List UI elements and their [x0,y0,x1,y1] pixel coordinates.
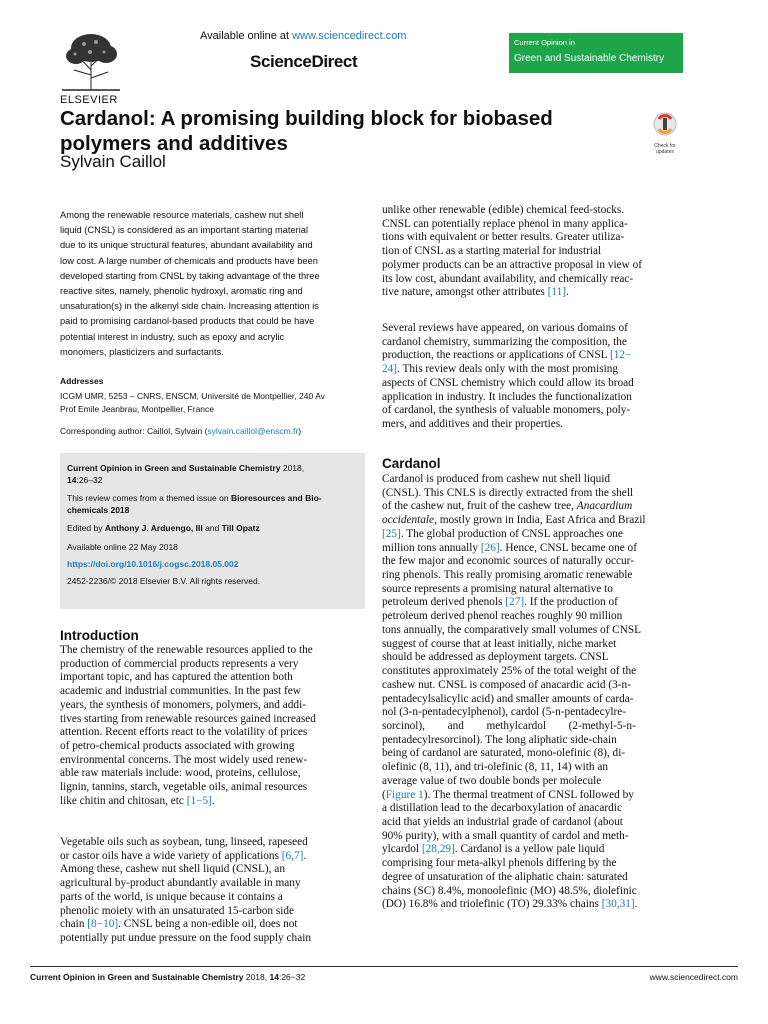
citation-link[interactable]: [6,7] [281,849,304,862]
address-text: ICGM UMR, 5253 – CNRS, ENSCM, Université de Montpellier, 240 Av Prof Emile Jeanbrau, Montpellier, France [60,391,325,414]
citation-link[interactable]: [12− [609,349,632,362]
journal-banner-name: Green and Sustainable Chemistry [514,53,665,64]
publisher-name: ELSEVIER [60,94,118,106]
cardanol-heading: Cardanol [382,456,441,471]
sciencedirect-wordmark: ScienceDirect [250,52,358,71]
addresses-heading: Addresses [60,376,104,386]
available-date: Available online 22 May 2018 [67,542,178,552]
citation-link[interactable]: [11] [547,286,567,299]
journal-banner [509,33,683,73]
cardanol-paragraph: Cardanol is produced from cashew nut shell liquid (CNSL). This CNLS is directly extracted from the shell of the cashew nut, fruit of the cashew tree, Anacardium occidentale, mostly grown in India, East Africa and Brazil [25]. The global production of CNSL approaches one million tons annually [26]. Hence, CNSL became one of the few major and economic sources of naturally occur- ring phenols. This really promising aromatic renewable source represents a promising natural alternative to petroleum derived phenols [27]. If the production of petroleum derived phenol reaches roughly 90 million tons annually, the comparatively small volumes of CNSL suggest of course that at least initially, niche market should be addressed as deployment targets. CNSL constitutes approximately 25% of the total weight of the cashew nut. CNSL is composed of anacardic acid (3-n- pentadecylsalicylic acid) and smaller amounts of carda- nol (3-n-pentadecylphenol), cardol (5-n-pentadecylre- sorcinol), and methylcardol (2-methyl-5-n- pentadecylresorcinol). The long aliphatic side-chain being of cardanol are saturated, mono-olefinic (8), di- olefinic (8, 11), and tri-olefinic (8, 11, 14) with an average value of two double bonds per molecule (Figure 1). The thermal treatment of CNSL followed by a distillation lead to the decarboxylation of anacardic acid that yields an industrial grade of cardanol (about 90% purity), with a small quantity of cardol and meth- ylcardol [28,29]. Cardanol is a yellow pale liquid comprising four meta-alkyl phenols differing by the degree of unsaturation of the aliphatic chain: saturated chains (SC) 8.4%, monoolefinic (MO) 48.5%, diolefinic (DO) 16.8% and triolefinic (TO) 29.33% chains [30,31]. [382,473,646,911]
doi-link[interactable]: https://doi.org/10.1016/j.cogsc.2018.05.002 [67,559,239,569]
theme-line: This review comes from a themed issue on Bioresources and Bio- chemicals 2018 [67,493,322,515]
footer-divider [30,966,738,967]
introduction-paragraph-1: The chemistry of the renewable resources applied to the production of commercial products represents a very important topic, and has captured the attention both academic and industrial communities. In the past few years, the synthesis of monomers, polymers, and addi- tives starting from renewable resources gained increased attention. Recent efforts react to the volatility of prices of petro-chemical products associated with growing environmental concerns. The most widely used renew- able raw materials include: wood, proteins, cellulose, lignin, tannins, starch, vegetable oils, animal resources like chitin and chitosan, etc [1−5]. [60,644,316,807]
footer-citation: Current Opinion in Green and Sustainable Chemistry 2018, 14:26−32 [30,972,306,982]
article-title: Cardanol: A promising building block for biobased polymers and additives [60,107,553,155]
author-email-link[interactable]: sylvain.caillol@enscm.fr [207,426,299,436]
citation-link[interactable]: [25] [382,527,401,540]
citation-link[interactable]: [26] [480,541,500,554]
citation-link[interactable]: [1−5] [186,794,212,807]
right-paragraph-1: unlike other renewable (edible) chemical feed-stocks. CNSL can potentially replace phenol in many applica- tions with equivalent or better results. Greater utiliza- tion of CNSL as a starting material for industrial polymer products can be an attractive proposal in view of its low cost, abundant availability, and chemically reac- tive nature, amongst other attributes [11]. [382,204,643,299]
footer-site-link[interactable]: www.sciencedirect.com [649,972,738,982]
abstract: Among the renewable resource materials, cashew nut shell liquid (CNSL) is considered as an important starting material due to its unique structural features, abundant availability and low cost. A large number of chemicals and products have been developed starting from CNSL by taking advantage of the three reactive sites, namely, phenolic hydroxyl, aromatic ring and unsaturation(s) in the alkenyl side chain. Increasing attention is paid to promising cardanol-based products that could be have potential interest in industry, such as epoxy and acrylic monomers, plasticizers and surfactants. [60,210,320,357]
editors-line: Edited by Anthony J. Arduengo, III and Till Opatz [67,523,260,533]
copyright: 2452-2236/© 2018 Elsevier B.V. All rights reserved. [67,576,261,586]
figure-link[interactable]: Figure 1 [385,788,424,801]
check-for-updates-badge[interactable]: Check for updates [648,110,682,152]
introduction-heading: Introduction [60,628,139,643]
citation-link[interactable]: [30,31] [601,898,635,911]
available-online-line: Available online at www.sciencedirect.com [200,30,407,42]
citation-link[interactable]: [27] [505,596,525,609]
journal-banner-small: Current Opinion in [514,38,575,47]
sciencedirect-link[interactable]: www.sciencedirect.com [292,30,407,42]
introduction-paragraph-2: Vegetable oils such as soybean, tung, linseed, rapeseed or castor oils have a wide variety of applications [6,7]. Among these, cashew nut shell liquid (CNSL), an agricultural by-product abundantly available in many parts of the world, is unique because it contains a phenolic moiety with an unsaturated 15-carbon side chain [8−10]. CNSL being a non-edible oil, does not potentially put undue pressure on the food supply chain [60,836,311,945]
citation-link[interactable]: [28,29] [421,843,455,856]
author-name: Sylvain Caillol [60,152,166,171]
elsevier-tree-logo [60,30,122,92]
check-updates-icon [648,110,682,138]
citation-line: Current Opinion in Green and Sustainable Chemistry 2018, 14:26–32 [67,463,305,485]
right-paragraph-2: Several reviews have appeared, on various domains of cardanol chemistry, summarizing the composition, the production, the reactions or applications of CNSL [12− 24]. This review deals only with the most promising aspects of CNSL chemistry which could allow its broad application in industry. It includes the functionalization of cardanol, the synthesis of valuable monomers, poly- mers, and additives and their properties. [382,322,634,431]
citation-link[interactable]: 24] [382,363,398,376]
article-info-box [60,453,365,609]
corresponding-author: Corresponding author: Caillol, Sylvain (sylvain.caillol@enscm.fr) [60,426,302,436]
citation-link[interactable]: [8−10] [87,918,119,931]
